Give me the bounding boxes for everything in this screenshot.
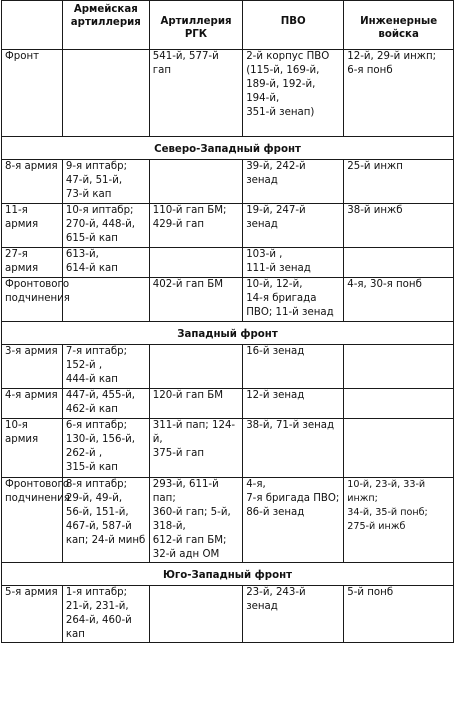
cell-rgk: 120-й гап БМ	[149, 389, 242, 419]
cell-engineers	[344, 389, 454, 419]
cell-rgk: 402-й гап БМ	[149, 278, 242, 322]
header-empty	[2, 1, 63, 50]
cell-pvo: 12-й зенад	[243, 389, 344, 419]
cell-engineers: 5-й понб	[344, 586, 454, 643]
cell-engineers: 12-й, 29-й инжп; 6-я понб	[344, 50, 454, 137]
cell-engineers	[344, 248, 454, 278]
cell-pvo: 23-й, 243-й зенад	[243, 586, 344, 643]
section-header	[2, 137, 454, 160]
row-label: Фронт	[2, 50, 63, 137]
cell-rgk	[149, 345, 242, 389]
cell-pvo: 103-й , 111-й зенад	[243, 248, 344, 278]
cell-engineers	[344, 419, 454, 478]
cell-engineers	[344, 345, 454, 389]
table-row	[2, 160, 454, 204]
cell-rgk: 311-й пап; 124-й, 375-й гап	[149, 419, 242, 478]
cell-army-art	[62, 50, 149, 137]
cell-army-art: 6-я иптабр; 130-й, 156-й, 262-й , 315-й кап	[62, 419, 149, 478]
table-row	[2, 278, 454, 322]
row-label: 11-я армия	[2, 204, 63, 248]
table-row	[2, 586, 454, 643]
section-title: Юго-Западный фронт	[2, 563, 454, 586]
row-label: 4-я армия	[2, 389, 63, 419]
cell-engineers: 25-й инжп	[344, 160, 454, 204]
cell-rgk	[149, 248, 242, 278]
header-pvo: ПВО	[243, 1, 344, 50]
cell-army-art: 9-я иптабр; 47-й, 51-й, 73-й кап	[62, 160, 149, 204]
table-row	[2, 204, 454, 248]
header-army-artillery: Армейская артиллерия	[62, 1, 149, 50]
header-engineers: Инженерные войска	[344, 1, 454, 50]
row-label: Фронтового подчинения	[2, 278, 63, 322]
header-row	[2, 1, 454, 50]
cell-army-art: 7-я иптабр; 152-й , 444-й кап	[62, 345, 149, 389]
artillery-table	[1, 0, 454, 643]
cell-rgk	[149, 160, 242, 204]
cell-pvo: 16-й зенад	[243, 345, 344, 389]
cell-army-art: 10-я иптабр; 270-й, 448-й, 615-й кап	[62, 204, 149, 248]
section-header	[2, 322, 454, 345]
table-row	[2, 248, 454, 278]
cell-pvo: 39-й, 242-й зенад	[243, 160, 344, 204]
section-title: Западный фронт	[2, 322, 454, 345]
cell-pvo: 10-й, 12-й, 14-я бригада ПВО; 11-й зенад	[243, 278, 344, 322]
row-label: 5-я армия	[2, 586, 63, 643]
table-row	[2, 389, 454, 419]
document-page	[1, 0, 454, 643]
cell-army-art: 613-й, 614-й кап	[62, 248, 149, 278]
cell-army-art: 1-я иптабр; 21-й, 231-й, 264-й, 460-й кап	[62, 586, 149, 643]
table-row	[2, 345, 454, 389]
header-rgk-artillery: Артиллерия РГК	[149, 1, 242, 50]
cell-engineers: 10-й, 23-й, 33-й инжп; 34-й, 35-й понб; 275-й инжб	[344, 478, 454, 563]
table-row	[2, 50, 454, 137]
table-row	[2, 478, 454, 563]
cell-army-art	[62, 278, 149, 322]
cell-pvo: 19-й, 247-й зенад	[243, 204, 344, 248]
table-row	[2, 419, 454, 478]
cell-pvo: 4-я, 7-я бригада ПВО; 86-й зенад	[243, 478, 344, 563]
cell-engineers: 4-я, 30-я понб	[344, 278, 454, 322]
cell-rgk: 110-й гап БМ; 429-й гап	[149, 204, 242, 248]
row-label: 27-я армия	[2, 248, 63, 278]
row-label: 3-я армия	[2, 345, 63, 389]
cell-rgk: 541-й, 577-й гап	[149, 50, 242, 137]
row-label: Фронтового подчинения	[2, 478, 63, 563]
cell-army-art: 8-я иптабр; 29-й, 49-й, 56-й, 151-й, 467-й, 587-й кап; 24-й минб	[62, 478, 149, 563]
row-label: 10-я армия	[2, 419, 63, 478]
cell-engineers: 38-й инжб	[344, 204, 454, 248]
cell-rgk	[149, 586, 242, 643]
cell-pvo: 2-й корпус ПВО (115-й, 169-й, 189-й, 192-й, 194-й, 351-й зенап)	[243, 50, 344, 137]
section-title: Северо-Западный фронт	[2, 137, 454, 160]
section-header	[2, 563, 454, 586]
cell-army-art: 447-й, 455-й, 462-й кап	[62, 389, 149, 419]
cell-pvo: 38-й, 71-й зенад	[243, 419, 344, 478]
cell-rgk: 293-й, 611-й пап; 360-й гап; 5-й, 318-й, 612-й гап БМ; 32-й адн ОМ	[149, 478, 242, 563]
row-label: 8-я армия	[2, 160, 63, 204]
